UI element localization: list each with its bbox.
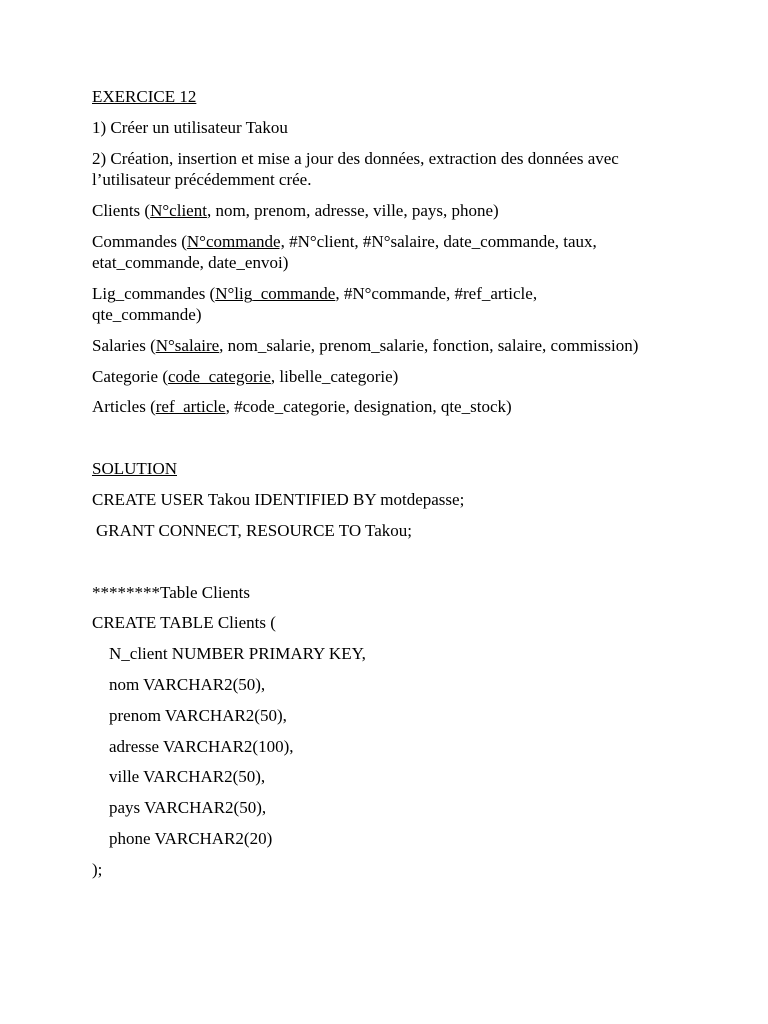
question-1: 1) Créer un utilisateur Takou: [92, 118, 288, 137]
schema-commandes-rest: #N°client, #N°salaire, date_commande, taux,: [284, 232, 597, 251]
exercise-title: EXERCICE 12: [92, 87, 197, 106]
sql-grant: GRANT CONNECT, RESOURCE TO Takou;: [96, 521, 413, 540]
sql-column: phone VARCHAR2(20): [109, 829, 273, 848]
schema-lig-commandes-rest: , #N°commande, #ref_article,: [335, 284, 538, 303]
schema-lig-commandes-key: N°lig_commande: [215, 284, 336, 303]
schema-lig-commandes-prefix: Lig_commandes (: [92, 284, 216, 303]
schema-articles-rest: , #code_categorie, designation, qte_stock): [225, 397, 512, 416]
schema-categorie-rest: , libelle_categorie): [270, 367, 399, 386]
schema-salaries-rest: , nom_salarie, prenom_salarie, fonction, salaire, commission): [219, 336, 639, 355]
schema-clients-rest: , nom, prenom, adresse, ville, pays, phone): [206, 201, 499, 220]
schema-articles: [92, 396, 512, 417]
schema-salaries: [92, 335, 638, 356]
question-2-line-2: l’utilisateur précédemment crée.: [92, 170, 312, 189]
schema-commandes: [92, 231, 597, 252]
sql-close: );: [92, 860, 103, 879]
schema-clients-prefix: Clients (: [92, 201, 151, 220]
sql-column: adresse VARCHAR2(100),: [109, 737, 294, 756]
schema-salaries-key: N°salaire: [155, 336, 220, 355]
schema-commandes-prefix: Commandes (: [92, 232, 187, 251]
sql-column: ville VARCHAR2(50),: [109, 767, 266, 786]
solution-title: SOLUTION: [92, 459, 177, 478]
sql-column: pays VARCHAR2(50),: [109, 798, 267, 817]
schema-lig-commandes-line-2: qte_commande): [92, 305, 202, 324]
schema-articles-key: ref_article: [155, 397, 226, 416]
schema-clients: [92, 200, 499, 221]
sql-column: N_client NUMBER PRIMARY KEY,: [109, 644, 366, 663]
schema-clients-key: N°client: [150, 201, 207, 220]
sql-create-table: CREATE TABLE Clients (: [92, 613, 276, 632]
question-2-line-1: 2) Création, insertion et mise a jour des données, extraction des données avec: [92, 149, 619, 168]
schema-commandes-line-2: etat_commande, date_envoi): [92, 253, 289, 272]
schema-categorie-prefix: Categorie (: [92, 367, 168, 386]
schema-articles-prefix: Articles (: [92, 397, 156, 416]
sql-column: prenom VARCHAR2(50),: [109, 706, 287, 725]
schema-categorie-key: code_categorie: [168, 367, 271, 386]
schema-lig-commandes: [92, 283, 537, 304]
sql-column: nom VARCHAR2(50),: [109, 675, 266, 694]
schema-commandes-key: N°commande,: [186, 232, 285, 251]
schema-salaries-prefix: Salaries (: [92, 336, 156, 355]
sql-create-user: CREATE USER Takou IDENTIFIED BY motdepasse;: [92, 490, 465, 509]
schema-categorie: [92, 366, 398, 387]
table-clients-heading: ********Table Clients: [92, 583, 250, 602]
